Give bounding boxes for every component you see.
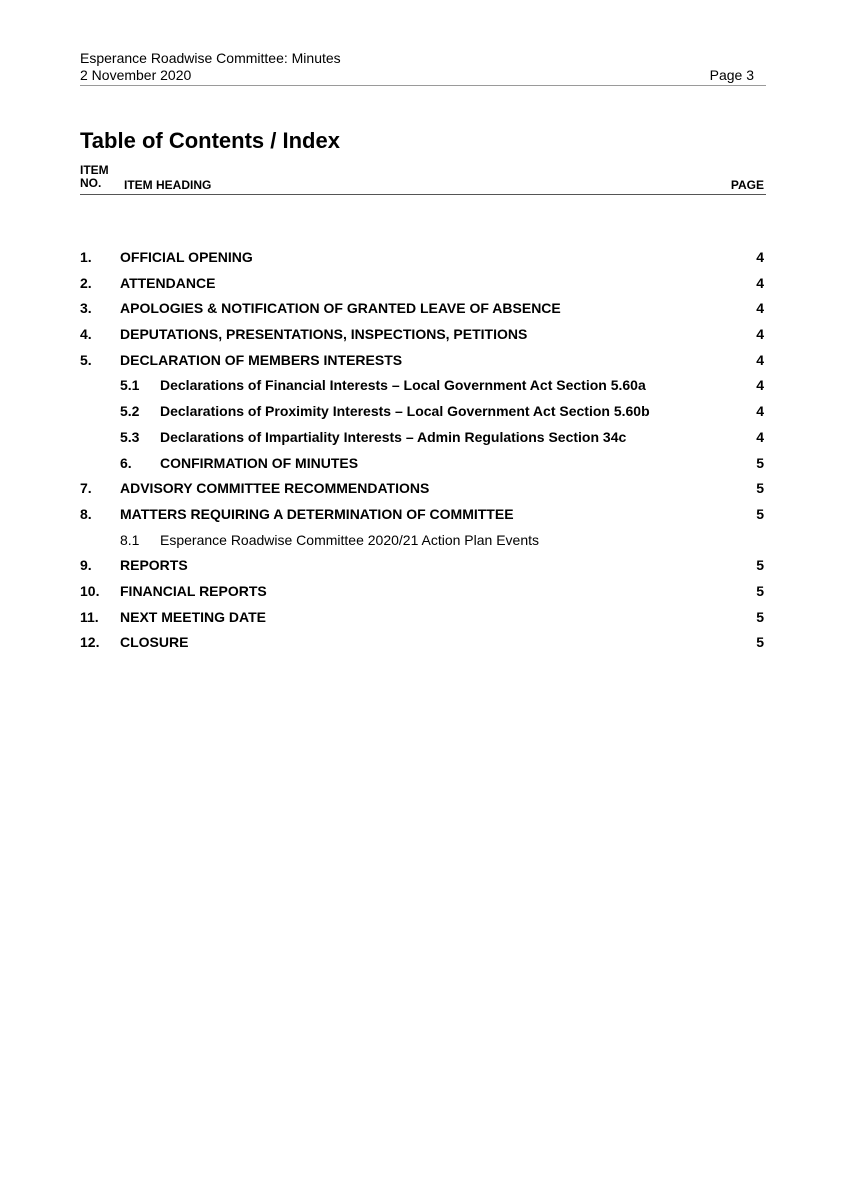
toc-entry-heading: CLOSURE bbox=[120, 634, 189, 651]
toc-entry-page: 4 bbox=[756, 300, 764, 317]
toc-entry-3[interactable] bbox=[80, 298, 766, 324]
toc-entry-page: 5 bbox=[756, 557, 764, 574]
toc-entry-page: 4 bbox=[756, 428, 764, 445]
toc-entry-heading: CONFIRMATION OF MINUTES bbox=[160, 454, 359, 471]
toc-entry-1[interactable] bbox=[80, 247, 766, 273]
toc-entry-number: 4. bbox=[80, 326, 92, 343]
toc-entry-page: 5 bbox=[756, 454, 764, 471]
toc-entry-heading: FINANCIAL REPORTS bbox=[120, 582, 267, 599]
col-item-no-line1: ITEM bbox=[80, 163, 109, 177]
toc-list bbox=[80, 247, 766, 658]
toc-entry-page: 4 bbox=[756, 249, 764, 265]
toc-entry-page: 4 bbox=[756, 326, 764, 343]
document-page bbox=[80, 50, 766, 658]
toc-entry-page: 4 bbox=[756, 274, 764, 291]
toc-entry-number: 5. bbox=[80, 351, 92, 368]
toc-entry-heading: REPORTS bbox=[120, 557, 188, 574]
toc-column-header bbox=[80, 164, 766, 195]
toc-entry-number: 5.2 bbox=[120, 403, 140, 420]
toc-entry-5[interactable] bbox=[80, 350, 766, 376]
header-date: 2 November 2020 bbox=[80, 67, 192, 83]
toc-entry-number: 5.3 bbox=[120, 428, 140, 445]
toc-entry-number: 5.1 bbox=[120, 377, 140, 394]
header-doc-title: Esperance Roadwise Committee: Minutes bbox=[80, 50, 341, 66]
toc-entry-number: 2. bbox=[80, 274, 92, 291]
toc-entry-8-1[interactable] bbox=[80, 530, 766, 556]
toc-entry-number: 6. bbox=[120, 454, 132, 471]
toc-entry-number: 1. bbox=[80, 249, 92, 265]
toc-entry-heading: MATTERS REQUIRING A DETERMINATION OF COMMITTEE bbox=[120, 505, 514, 522]
toc-entry-number: 11. bbox=[80, 608, 99, 625]
toc-entry-page: 4 bbox=[756, 351, 764, 368]
col-item-no bbox=[80, 164, 120, 190]
toc-entry-5-2[interactable] bbox=[80, 401, 766, 427]
toc-entry-heading: Declarations of Impartiality Interests – Admin Regulations Section 34c bbox=[160, 428, 627, 445]
toc-entry-heading: NEXT MEETING DATE bbox=[120, 608, 266, 625]
toc-entry-8[interactable] bbox=[80, 504, 766, 530]
col-page: PAGE bbox=[730, 178, 764, 192]
toc-entry-heading: OFFICIAL OPENING bbox=[120, 249, 253, 265]
toc-entry-page: 4 bbox=[756, 403, 764, 420]
toc-entry-page: 5 bbox=[756, 505, 764, 522]
toc-entry-heading: ATTENDANCE bbox=[120, 274, 216, 291]
running-header bbox=[80, 50, 766, 86]
toc-entry-number: 8. bbox=[80, 505, 92, 522]
toc-title: Table of Contents / Index bbox=[80, 128, 340, 153]
toc-entry-page: 5 bbox=[756, 582, 764, 599]
col-item-heading: ITEM HEADING bbox=[124, 178, 212, 192]
toc-entry-number: 12. bbox=[80, 634, 100, 651]
toc-entry-number: 8.1 bbox=[120, 531, 140, 548]
toc-entry-page: 5 bbox=[756, 480, 764, 497]
toc-entry-number: 9. bbox=[80, 557, 92, 574]
toc-entry-heading: ADVISORY COMMITTEE RECOMMENDATIONS bbox=[120, 480, 430, 497]
toc-entry-number: 7. bbox=[80, 480, 92, 497]
header-page-number: Page 3 bbox=[709, 67, 754, 83]
toc-entry-6[interactable] bbox=[80, 453, 766, 479]
toc-entry-heading: Esperance Roadwise Committee 2020/21 Action Plan Events bbox=[160, 531, 539, 548]
toc-entry-page: 4 bbox=[756, 377, 764, 394]
toc-entry-7[interactable] bbox=[80, 478, 766, 504]
toc-entry-heading: DECLARATION OF MEMBERS INTERESTS bbox=[120, 351, 403, 368]
toc-entry-heading: DEPUTATIONS, PRESENTATIONS, INSPECTIONS, PETITIONS bbox=[120, 326, 528, 343]
toc-entry-4[interactable] bbox=[80, 324, 766, 350]
toc-entry-2[interactable] bbox=[80, 273, 766, 299]
toc-entry-5-1[interactable] bbox=[80, 375, 766, 401]
toc-entry-11[interactable] bbox=[80, 607, 766, 633]
toc-entry-number: 10. bbox=[80, 582, 100, 599]
toc-entry-5-3[interactable] bbox=[80, 427, 766, 453]
toc-entry-heading: APOLOGIES & NOTIFICATION OF GRANTED LEAVE OF ABSENCE bbox=[120, 300, 561, 317]
toc-entry-heading: Declarations of Financial Interests – Local Government Act Section 5.60a bbox=[160, 377, 646, 394]
toc-entry-page: 5 bbox=[756, 608, 764, 625]
col-item-no-line2: NO. bbox=[80, 176, 102, 190]
toc-entry-9[interactable] bbox=[80, 555, 766, 581]
toc-entry-heading: Declarations of Proximity Interests – Local Government Act Section 5.60b bbox=[160, 403, 650, 420]
toc-entry-number: 3. bbox=[80, 300, 92, 317]
toc-entry-10[interactable] bbox=[80, 581, 766, 607]
toc-entry-12[interactable] bbox=[80, 632, 766, 658]
toc-entry-page: 5 bbox=[756, 634, 764, 651]
